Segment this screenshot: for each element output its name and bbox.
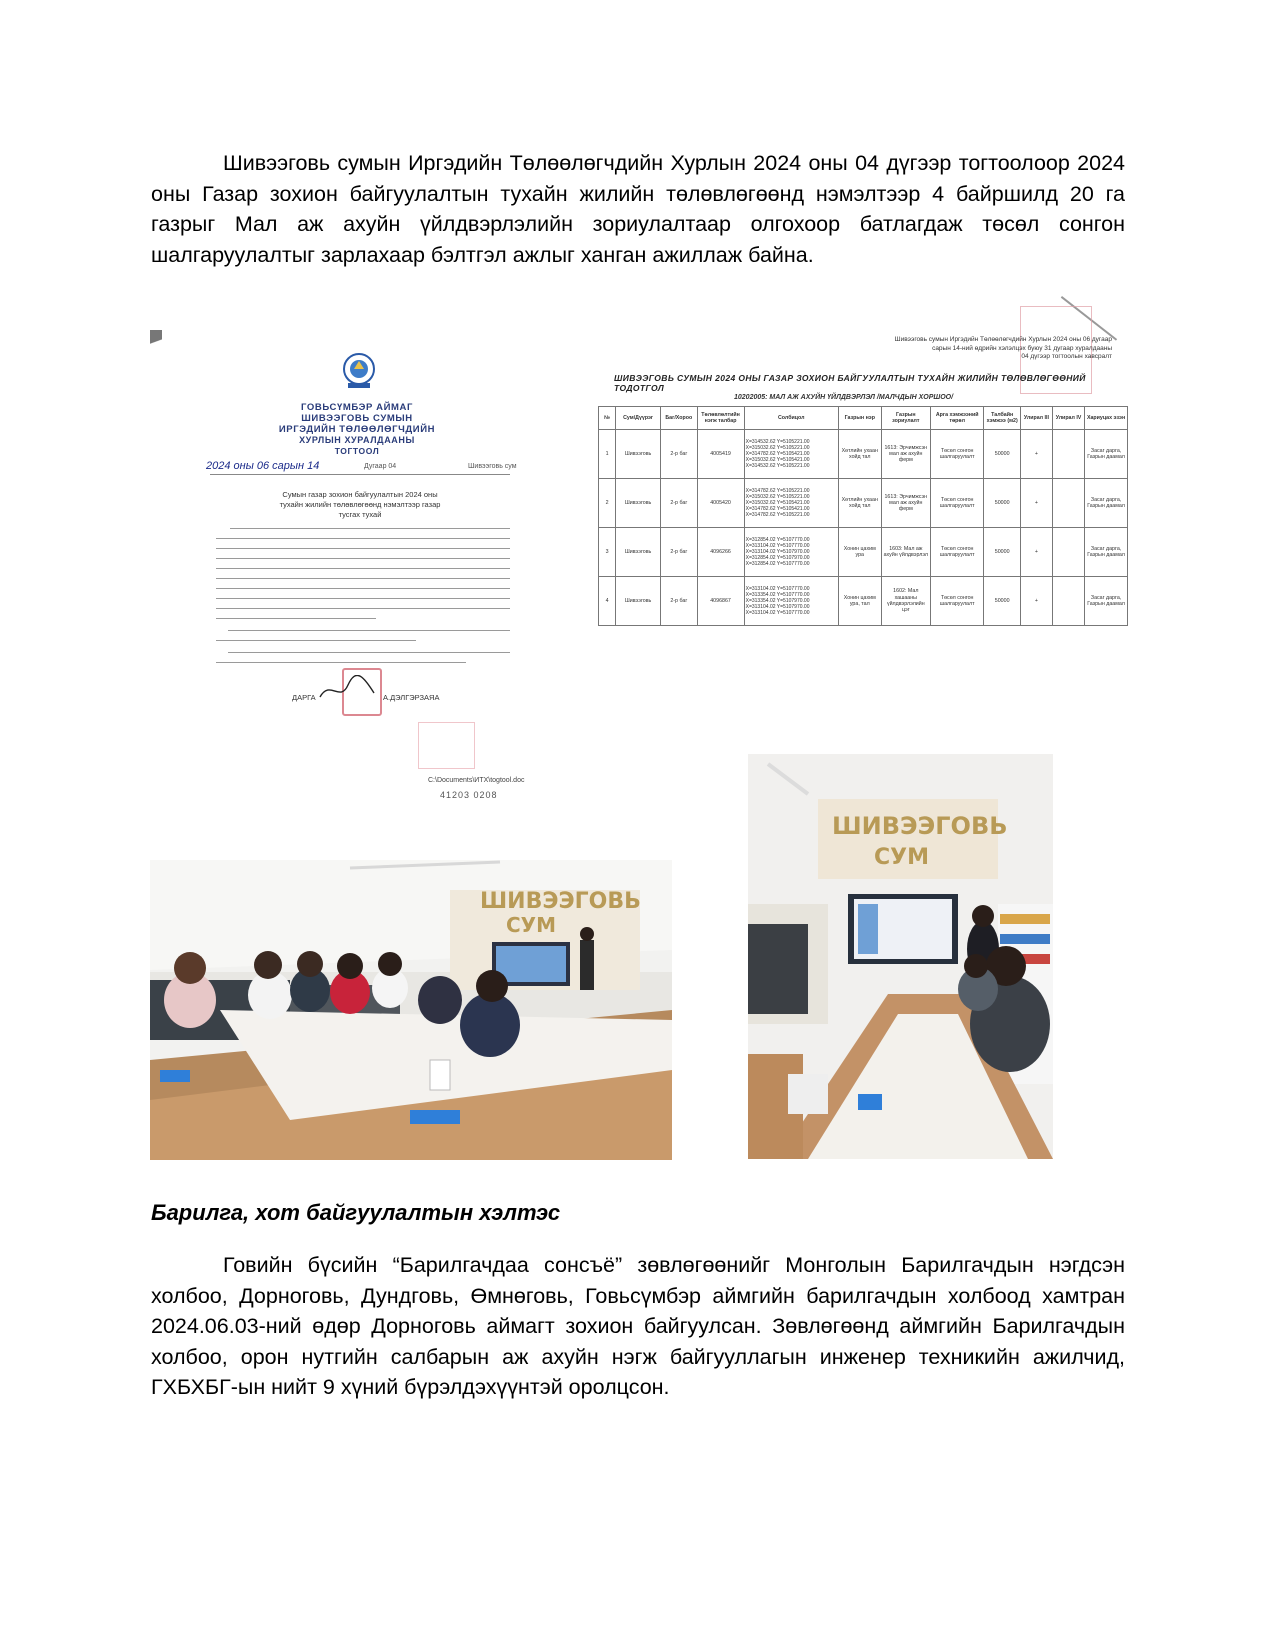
table-header-cell: Улирал III [1020, 407, 1052, 430]
table-cell: Шивээговь [616, 528, 661, 577]
decree-faded-stamp [418, 722, 475, 769]
table-cell: + [1020, 430, 1052, 479]
table-cell: 4096266 [697, 528, 744, 577]
decree-body-line [216, 568, 510, 569]
wall-sign-line-2: СУМ [874, 845, 929, 870]
table-cell [1052, 479, 1084, 528]
decree-signer-title: ДАРГА [292, 693, 316, 702]
table-row [599, 528, 1128, 577]
table-cell: 2-р баг [661, 479, 697, 528]
meeting-photo-tall [748, 754, 1053, 1159]
decree-body-line [216, 538, 510, 539]
decree-stamp-code: 41203 0208 [440, 790, 498, 800]
table-cell: 2-р баг [661, 577, 697, 626]
decree-body-line [228, 652, 510, 653]
table-header-note-3: 04 дүгээр тогтоолын хавсралт [1021, 353, 1112, 360]
decree-body-line [216, 578, 510, 579]
table-cell: Төсөл сонгон шалгаруулалт [930, 479, 984, 528]
decree-aimag: ГОВЬСҮМБЭР АЙМАГ [301, 402, 413, 413]
table-header-cell: Солбицол [744, 407, 838, 430]
wall-sign-line-1: ШИВЭЭГОВЬ [832, 812, 1008, 840]
decree-subject-line-3: тусгах тухай [338, 510, 382, 519]
decree-doc-type: ТОГТООЛ [334, 446, 380, 456]
decree-signer-name: А.ДЭЛГЭРЗАЯА [383, 693, 440, 702]
decree-body-line [216, 618, 376, 619]
table-cell [1052, 528, 1084, 577]
table-header-cell: Улирал IV [1052, 407, 1084, 430]
decree-body-line [228, 630, 510, 631]
decree-date: 2024 оны 06 сарын 14 [206, 460, 320, 472]
table-header-cell: Сум/Дүүрэг [616, 407, 661, 430]
table-cell: Хонин цахим ура [838, 528, 881, 577]
table-body [599, 430, 1128, 626]
table-cell: 2-р баг [661, 430, 697, 479]
state-emblem-icon [342, 352, 376, 390]
wall-sign-line-1: ШИВЭЭГОВЬ [480, 889, 641, 914]
decree-body-line [216, 588, 510, 589]
table-row [599, 577, 1128, 626]
decree-subject [250, 490, 470, 520]
table-cell: X=314782.62 Y=5105221.00 X=315032.62 Y=5105221.00 X=315032.62 Y=5105421.00 X=314782.62 Y=5105421.00 X=314782.62 Y=5105221.00 [744, 479, 838, 528]
table-header-note [852, 336, 1112, 362]
table-title: ШИВЭЭГОВЬ СУМЫН 2024 ОНЫ ГАЗАР ЗОХИОН БАЙГУУЛАЛТЫН ТУХАЙН ЖИЛИЙН ТӨЛӨВЛӨГӨӨНИЙ ТОДОТГОЛ [614, 373, 1086, 393]
table-cell: + [1020, 528, 1052, 577]
table-cell: 4 [599, 577, 616, 626]
decree-body-line [216, 608, 510, 609]
intro-paragraph: Шивээговь сумын Иргэдийн Төлөөлөгчдийн Хурлын 2024 оны 04 дүгээр тогтоолоор 2024 оны Газар зохион байгуулалтын тухайн жилийн төлөвлөгөөнд нэмэлтээр 4 байршилд 20 га газрыг Мал аж ахуйн үйлдвэрлэлийн зориулалтаар олгохоор батлагдаж төсөл сонгон шалгаруулалтыг зарлахаар бэлтгэл ажлыг ханган ажиллаж байна. [151, 151, 1125, 267]
decree-scan [150, 330, 564, 850]
table-header-cell: Хариуцах эзэн [1085, 407, 1128, 430]
table-cell: X=312854.02 Y=5107770.00 X=313104.02 Y=5107770.00 X=313104.02 Y=5107970.00 X=312854.02 Y=5107970.00 X=312854.02 Y=5107770.00 [744, 528, 838, 577]
wall-sign-line-2: СУМ [506, 913, 556, 937]
decree-body-line [216, 598, 510, 599]
table-cell: 2-р баг [661, 528, 697, 577]
table-cell: Засаг дарга, Газрын даамал [1085, 479, 1128, 528]
table-cell: 4005420 [697, 479, 744, 528]
table-cell: 1603: Мал аж ахуйн үйлдвэрлэл [881, 528, 930, 577]
table-header-cell: Газрын зориулалт [881, 407, 930, 430]
table-cell [1052, 577, 1084, 626]
table-cell: 1602: Мал хашааны үйлдвэрлэлийн цэг [881, 577, 930, 626]
scan-edge [150, 330, 162, 400]
decree-council-1: ИРГЭДИЙН ТӨЛӨӨЛӨГЧДИЙН [278, 424, 436, 435]
table-cell: 1 [599, 430, 616, 479]
table-cell: Шивээговь [616, 479, 661, 528]
table-header-row [599, 407, 1128, 430]
table-cell: 4005419 [697, 430, 744, 479]
table-cell: + [1020, 479, 1052, 528]
meeting-photo-wide [150, 860, 672, 1160]
table-cell [1052, 430, 1084, 479]
table-header-note-1: Шивээговь сумын Иргэдийн Төлөөлөгчдийн Хурлын 2024 оны 06 дугаар [894, 336, 1112, 343]
table-header-cell: Газрын нэр [838, 407, 881, 430]
table-header-cell: Арга хэмжээний төрөл [930, 407, 984, 430]
plan-table [598, 406, 1128, 626]
table-cell: X=313104.02 Y=5107770.00 X=313354.02 Y=5107770.00 X=313354.02 Y=5107970.00 X=313104.02 Y=5107970.00 X=313104.02 Y=5107770.00 [744, 577, 838, 626]
plan-table-scan [594, 296, 1132, 648]
table-cell: + [1020, 577, 1052, 626]
table-cell: Засаг дарга, Газрын даамал [1085, 528, 1128, 577]
decree-council-2: ХУРЛЫН ХУРАЛДААНЫ [299, 435, 415, 445]
signature-icon [318, 675, 378, 705]
decree-body-line [216, 558, 510, 559]
table-cell: X=314532.62 Y=5105221.00 X=315032.62 Y=5105221.00 X=314782.62 Y=5105421.00 X=315032.62 Y=5105421.00 X=314532.62 Y=5105221.00 [744, 430, 838, 479]
table-header-cell: № [599, 407, 616, 430]
table-header-cell: Талбайн хэмжээ (м2) [984, 407, 1020, 430]
decree-subject-line-1: Сумын газар зохион байгуулалтын 2024 оны [282, 490, 438, 499]
table-cell: 50000 [984, 528, 1020, 577]
table-row [599, 430, 1128, 479]
table-cell: Засаг дарга, Газрын даамал [1085, 430, 1128, 479]
decree-subject-line-2: тухайн жилийн төлөвлөгөөнд нэмэлтээр газар [279, 500, 441, 509]
table-cell: 2 [599, 479, 616, 528]
section-heading: Барилга, хот байгуулалтын хэлтэс [151, 1200, 561, 1225]
table-header-cell: Баг/Хороо [661, 407, 697, 430]
table-cell: Төсөл сонгон шалгаруулалт [930, 577, 984, 626]
table-cell: 50000 [984, 430, 1020, 479]
table-cell: Төсөл сонгон шалгаруулалт [930, 430, 984, 479]
table-cell: 1613: Эрчимжсэн мал аж ахуйн ферм [881, 479, 930, 528]
table-cell: Хонин цахим ура, тал [838, 577, 881, 626]
decree-body-line [230, 528, 510, 529]
decree-file-path: C:\Documents\ИТХ\togtool.doc [428, 777, 525, 784]
table-row [599, 479, 1128, 528]
table-cell: Шивээговь [616, 577, 661, 626]
decree-body-line [216, 662, 466, 663]
table-cell: Хөтлийн ухаан хойд тал [838, 430, 881, 479]
table-header-note-2: сарын 14-ний өдрийн хэлэлцэх буюу 31 дугаар хуралдааны [932, 344, 1112, 352]
decree-body-line [216, 548, 510, 549]
table-subtitle: 10202005: МАЛ АЖ АХУЙН ҮЙЛДВЭРЛЭЛ /МАЛЧДЫН ХОРШОО/ [734, 394, 954, 401]
decree-place: Шивээговь сум [468, 463, 517, 470]
table-cell: 50000 [984, 577, 1020, 626]
table-cell: 4096867 [697, 577, 744, 626]
table-cell: 50000 [984, 479, 1020, 528]
decree-rule [210, 474, 510, 475]
table-cell: Төсөл сонгон шалгаруулалт [930, 528, 984, 577]
decree-body-line [216, 640, 416, 641]
decree-number: Дугаар 04 [364, 463, 397, 470]
table-header-cell: Төлөвлөлтийн нэгж талбар [697, 407, 744, 430]
table-cell: 3 [599, 528, 616, 577]
table-cell: Засаг дарга, Газрын даамал [1085, 577, 1128, 626]
table-cell: Хөтлийн ухаан хойд тал [838, 479, 881, 528]
second-paragraph: Говийн бүсийн “Барилгачдаа сонсъё” зөвлөгөөнийг Монголын Барилгачдын нэгдсэн холбоо, Дорноговь, Дундговь, Өмнөговь, Говьсүмбэр аймгийн барилгачдын холбоод хамтран 2024.06.03-ний өдөр Дорноговь аймагт зохион байгуулсан. Зөвлөгөөнд аймгийн Барилгачдын холбоо, орон нутгийн салбарын аж ахуйн нэгж байгууллагын инженер техникийн ажилчид, ГХБХБГ-ын нийт 9 хүний бүрэлдэхүүнтэй оролцсон. [151, 1253, 1125, 1399]
table-cell: Шивээговь [616, 430, 661, 479]
table-cell: 1613: Эрчимжсэн мал аж ахуйн ферм [881, 430, 930, 479]
decree-soum: ШИВЭЭГОВЬ СУМЫН [301, 413, 413, 424]
